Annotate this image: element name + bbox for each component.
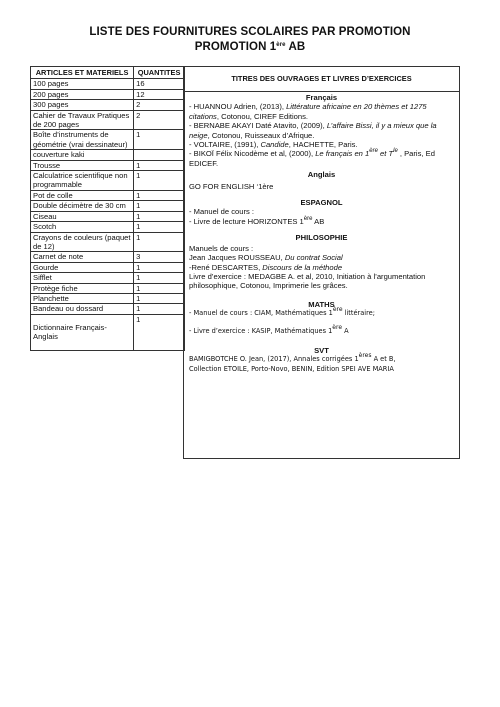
quantity-cell: 1 xyxy=(134,222,185,232)
table-row xyxy=(31,222,185,232)
table-row xyxy=(31,293,185,303)
quantity-cell: 16 xyxy=(134,79,185,89)
article-cell: Protège fiche xyxy=(31,283,134,293)
quantity-cell: 1 xyxy=(134,211,185,221)
supplies-header-row xyxy=(31,67,185,79)
quantity-cell xyxy=(134,150,185,160)
books-panel xyxy=(183,66,460,459)
maths-exercice xyxy=(184,323,459,336)
quantity-cell: 1 xyxy=(134,293,185,303)
article-cell: Crayons de couleurs (paquet de 12) xyxy=(31,232,134,252)
table-row xyxy=(31,314,185,350)
quantity-cell: 1 xyxy=(134,262,185,272)
francais-book-1-title: Littérature africaine en 20 thèmes et 1275 citations xyxy=(189,102,427,121)
francais-book-2-title: L’affaire Bissi, il y a mieux que la neige xyxy=(189,121,437,140)
francais-book-4-sup-b: le xyxy=(393,148,398,155)
table-row xyxy=(31,190,185,200)
maths-manuel xyxy=(184,306,459,318)
document-title: LISTE DES FOURNITURES SCOLAIRES PAR PROMOTION xyxy=(89,26,411,38)
francais-book-4-title xyxy=(315,149,398,158)
quantity-cell: 1 xyxy=(134,201,185,211)
quantity-cell: 1 xyxy=(134,190,185,200)
francais-book-4-title-a: Le français en 1 xyxy=(315,149,370,159)
philo-exercice: Livre d’exercice : MEDAGBE A. et al, 2010, Initiation à l’argumentation philosophique, Cotonou, Imprimerie les grâces. xyxy=(189,271,426,291)
anglais-book: GO FOR ENGLISH ‘1ère xyxy=(189,181,274,191)
supplies-table xyxy=(30,66,185,351)
francais-book-4-author: - BIKOÏ Félix Nicodème et al, (2000), xyxy=(189,149,316,159)
table-row xyxy=(31,252,185,262)
philo-book-2-author: -René DESCARTES, xyxy=(189,262,263,272)
quantity-cell: 1 xyxy=(134,232,185,252)
promotion-title-pre: PROMOTION 1 xyxy=(194,41,277,53)
article-cell: Cahier de Travaux Pratiques de 200 pages xyxy=(31,110,134,130)
svt-book-1 xyxy=(184,352,459,364)
philo-book-2 xyxy=(184,263,459,272)
books-panel-header: TITRES DES OUVRAGES ET LIVRES D’EXERCICES xyxy=(184,67,459,92)
francais-book-4 xyxy=(184,149,459,168)
francais-book-3-author: - VOLTAIRE, (1991), xyxy=(189,140,261,150)
francais-book-1-publisher: , Cotonou, CIREF Editions. xyxy=(216,111,309,121)
maths-exercice-post: A xyxy=(342,326,349,335)
subject-svt: SVT xyxy=(314,345,329,355)
subject-francais: Français xyxy=(305,93,338,102)
espagnol-livre-sup: ère xyxy=(303,215,313,222)
article-cell: couverture kaki xyxy=(31,150,134,160)
quantity-cell: 1 xyxy=(134,130,185,150)
maths-manuel-text: - Manuel de cours : CIAM, Mathématiques 1 xyxy=(189,309,333,318)
subject-anglais: Anglais xyxy=(307,170,336,180)
philo-manuels: Manuels de cours : xyxy=(189,243,254,253)
subject-espagnol: ESPAGNOL xyxy=(300,198,343,208)
table-row xyxy=(31,100,185,110)
article-cell: 100 pages xyxy=(31,79,134,89)
article-cell: Sifflet xyxy=(31,273,134,283)
francais-book-2 xyxy=(184,121,459,140)
table-row xyxy=(31,273,185,283)
promotion-title-post: AB xyxy=(285,41,306,53)
francais-book-4-sup-a: ère xyxy=(369,148,378,155)
quantity-cell: 2 xyxy=(134,110,185,130)
quantity-cell: 3 xyxy=(134,252,185,262)
table-row xyxy=(31,232,185,252)
article-cell: Boîte d’instruments de géométrie (vrai dessinateur) xyxy=(31,130,134,150)
table-row xyxy=(31,201,185,211)
article-cell: Double décimètre de 30 cm xyxy=(31,201,134,211)
francais-book-4-publisher: , Paris, Ed EDICEF. xyxy=(189,149,435,168)
table-row xyxy=(31,283,185,293)
quantity-cell: 2 xyxy=(134,100,185,110)
table-row xyxy=(31,160,185,170)
table-row xyxy=(31,150,185,160)
philo-book-1 xyxy=(184,253,459,262)
espagnol-livre xyxy=(184,217,459,226)
maths-manuel-post: littéraire; xyxy=(342,309,375,318)
table-row xyxy=(31,89,185,99)
promotion-title-sup: ère xyxy=(276,42,286,48)
quantity-cell: 1 xyxy=(134,283,185,293)
article-cell: Bandeau ou dossard xyxy=(31,304,134,314)
espagnol-manuel: - Manuel de cours : xyxy=(189,207,254,217)
article-cell: Calculatrice scientifique non programmable xyxy=(31,171,134,191)
table-row xyxy=(31,171,185,191)
article-cell: Gourde xyxy=(31,262,134,272)
francais-book-1 xyxy=(184,102,459,121)
quantity-cell: 1 xyxy=(134,160,185,170)
subject-maths: MATHS xyxy=(308,299,335,309)
article-cell: Dictionnaire Français-Anglais xyxy=(31,314,134,350)
svt-book-1-sup: ères xyxy=(358,352,372,360)
article-cell: Carnet de note xyxy=(31,252,134,262)
francais-book-3-title: Candide xyxy=(260,140,289,150)
table-row xyxy=(31,110,185,130)
philo-book-1-title: Du contrat Social xyxy=(284,253,343,263)
table-row xyxy=(31,262,185,272)
col-articles-header: ARTICLES ET MATERIELS xyxy=(31,67,134,79)
maths-manuel-sup: ère xyxy=(332,306,343,314)
quantity-cell: 1 xyxy=(134,171,185,191)
subject-philosophie: PHILOSOPHIE xyxy=(295,233,348,243)
philo-book-2-title: Discours de la méthode xyxy=(262,262,343,272)
quantity-cell: 12 xyxy=(134,89,185,99)
col-quantites-header: QUANTITES xyxy=(134,67,185,79)
espagnol-livre-text: - Livre de lecture HORIZONTES 1 xyxy=(189,216,304,226)
svt-book-1-text: BAMIGBOTCHE O. Jean, (2017), Annales corrigées 1 xyxy=(189,355,359,364)
francais-book-4-title-b: et T xyxy=(377,149,394,159)
francais-book-3-publisher: , HACHETTE, Paris. xyxy=(288,140,358,150)
quantity-cell: 1 xyxy=(134,273,185,283)
francais-book-2-author: - BERNABE AKAYI Daté Atavito, (2009), xyxy=(189,121,327,131)
francais-book-1-author: - HUANNOU Adrien, (2013), xyxy=(189,102,287,112)
philo-book-1-author: Jean Jacques ROUSSEAU, xyxy=(189,253,285,263)
article-cell: Ciseau xyxy=(31,211,134,221)
svt-book-2: Collection ETOILE, Porto-Novo, BENIN, Edition SPEI AVE MARIA xyxy=(189,364,394,373)
table-row xyxy=(31,304,185,314)
maths-exercice-text: - Livre d’exercice : KASIP, Mathématiques 1 xyxy=(189,326,333,335)
espagnol-livre-post: AB xyxy=(312,216,325,226)
quantity-cell: 1 xyxy=(134,314,185,350)
table-row xyxy=(31,79,185,89)
quantity-cell: 1 xyxy=(134,304,185,314)
promotion-title xyxy=(0,41,500,53)
article-cell: 300 pages xyxy=(31,100,134,110)
table-row xyxy=(31,211,185,221)
article-cell: Trousse xyxy=(31,160,134,170)
francais-book-2-publisher: , Cotonou, Ruisseaux d’Afrique. xyxy=(207,130,315,140)
article-cell: Planchette xyxy=(31,293,134,303)
maths-exercice-sup: ère xyxy=(332,323,343,331)
table-row xyxy=(31,130,185,150)
article-cell: Scotch xyxy=(31,222,134,232)
svt-book-1-post: A et B, xyxy=(371,355,396,364)
article-cell: Pot de colle xyxy=(31,190,134,200)
article-cell: 200 pages xyxy=(31,89,134,99)
